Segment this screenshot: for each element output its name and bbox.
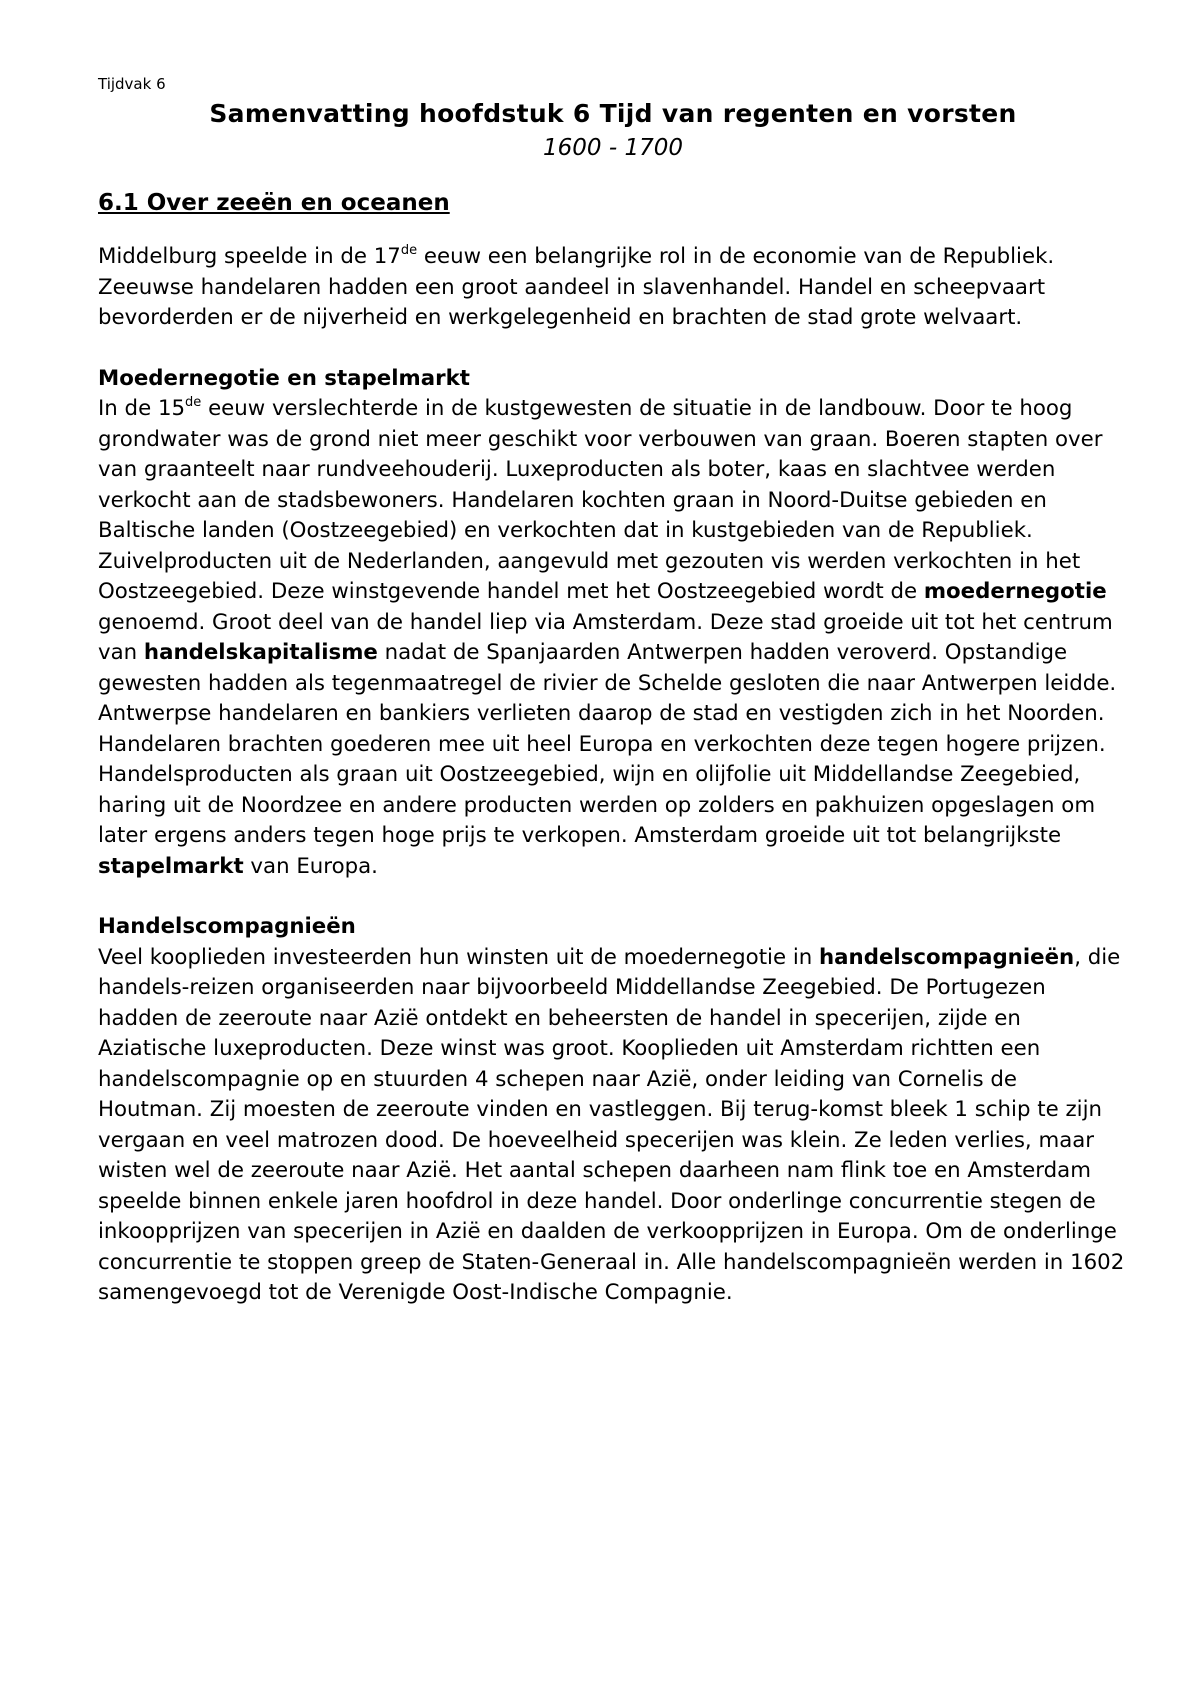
document-body [98,74,1128,1309]
moedernegotie-text-5: van Europa. [243,853,378,879]
term-handelscompagnieen: handelscompagnieën [819,944,1075,970]
section-heading: 6.1 Over zeeën en oceanen [98,190,450,216]
compagnieen-text-1: Veel kooplieden investeerden hun winsten uit de moedernegotie in [98,944,820,970]
page-title: Samenvatting hoofdstuk 6 Tijd van regenten en vorsten [209,99,1017,128]
compagnieen-text-2: , die handels-reizen organiseerden naar bijvoorbeeld Middellandse Zeegebied. De Portugezen hadden de zeeroute naar Azië ontdekt en beheersten de handel in specerijen, zijde en Aziatische luxeproducten. Deze winst was groot. Kooplieden uit Amsterdam richtten een handelscompagnie op en stuurden 4 schepen naar Azië, onder leiding van Cornelis de Houtman. Zij moesten de zeeroute vinden en vastleggen. Bij terug-komst bleek 1 schip te zijn vergaan en veel matrozen dood. De hoeveelheid specerijen was klein. Ze leden verlies, maar wisten wel de zeeroute naar Azië. Het aantal schepen daarheen nam flink toe en Amsterdam speelde binnen enkele jaren hoofdrol in deze handel. Door onderlinge concurrentie stegen de inkoopprijzen van specerijen in Azië en daalden de verkoopprijzen in Europa. Om de onderlinge concurrentie te stoppen greep de Staten-Generaal in. Alle handelscompagnieën werden in 1602 samengevoegd tot de Verenigde Oost-Indische Compagnie. [98,944,1125,1305]
term-handelskapitalisme: handelskapitalisme [143,640,378,665]
moedernegotie-superscript: de [185,395,202,410]
period-label: Tijdvak 6 [98,75,166,93]
moedernegotie-text-1: In de 15 [98,396,186,421]
moedernegotie-paragraph [98,394,1128,882]
moedernegotie-text-2: eeuw verslechterde in de kustgewesten de situatie in de landbouw. Door te hoog grondwater was de grond niet meer geschikt voor verbouwen van graan. Boeren stapten over van graanteelt naar rundveehouderij. Luxeproducten als boter, kaas en slachtvee werden verkocht aan de stadsbewoners. Handelaren kochten graan in Noord-Duitse gebieden en Baltische landen (Oostzeegebied) en verkochten dat in kustgebieden van de Republiek. Zuivelproducten uit de Nederlanden, aangevuld met gezouten vis werden verkochten in het Oostzeegebied. Deze winstgevende handel met het Oostzeegebied wordt de [98,396,1103,604]
term-moedernegotie: moedernegotie [923,579,1107,604]
intro-superscript: de [400,243,418,258]
intro-paragraph [98,242,1128,334]
compagnieen-paragraph [98,943,1128,1309]
subheading-moedernegotie: Moedernegotie en stapelmarkt [98,365,470,391]
moedernegotie-text-3: genoemd. Groot deel van de handel liep via Amsterdam. Deze stad groeide uit tot het centrum van [98,609,1113,665]
intro-text-a: Middelburg speelde in de 17 [98,244,401,269]
period-years: 1600 - 1700 [543,135,683,161]
subheading-handelscompagnieen: Handelscompagnieën [98,914,356,939]
moedernegotie-text-4: nadat de Spanjaarden Antwerpen hadden veroverd. Opstandige gewesten hadden als tegenmaatregel de rivier de Schelde gesloten die naar Antwerpen leidde. Antwerpse handelaren en bankiers verlieten daarop de stad en vestigden zich in het Noorden. Handelaren brachten goederen mee uit heel Europa en verkochten deze tegen hogere prijzen. Handelsproducten als graan uit Oostzeegebied, wijn en olijfolie uit Middellandse Zeegebied, haring uit de Noordzee en andere producten werden op zolders en pakhuizen opgeslagen om later ergens anders tegen hoge prijs te verkopen. Amsterdam groeide uit tot belangrijkste [98,640,1117,848]
term-stapelmarkt: stapelmarkt [98,853,244,879]
intro-text-b: eeuw een belangrijke rol in de economie van de Republiek. Zeeuwse handelaren hadden een groot aandeel in slavenhandel. Handel en scheepvaart bevorderden er de nijverheid en werkgelegenheid en brachten de stad grote welvaart. [98,244,1055,330]
